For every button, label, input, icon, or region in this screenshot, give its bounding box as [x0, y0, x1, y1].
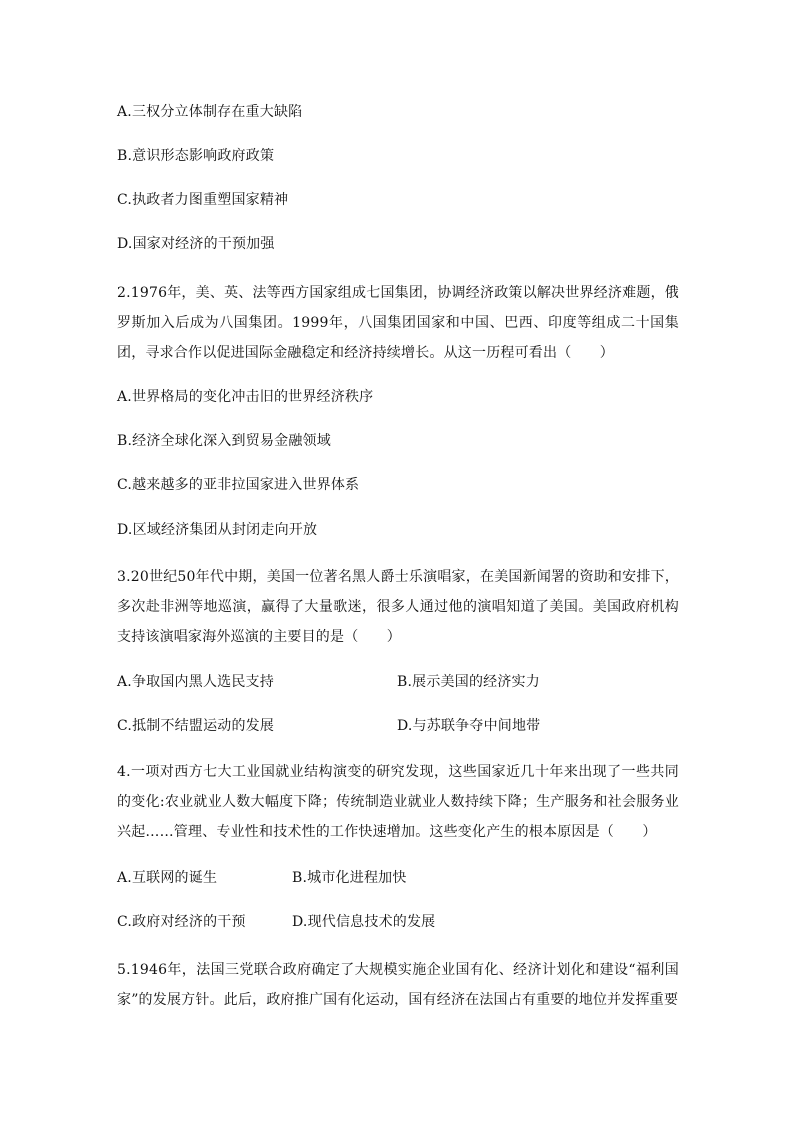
- q1-option-a: A.三权分立体制存在重大缺陷: [117, 104, 303, 120]
- q5-stem: 5.1946年，法国三党联合政府确定了大规模实施企业国有化、经济计划化和建设“福利国家”的发展方针。此后，政府推广国有化运动，国有经济在法国占有重要的地位并发挥重要: [117, 962, 679, 1008]
- q4-option-b: B.城市化进程加快: [292, 870, 407, 886]
- q1-option-b: B.意识形态影响政府政策: [117, 148, 275, 164]
- q2-stem: 2.1976年，美、英、法等西方国家组成七国集团，协调经济政策以解决世界经济难题，俄罗斯加入后成为八国集团。1999年，八国集团国家和中国、巴西、印度等组成二十国集团，寻求合作以促进国际金融稳定和经济持续增长。从这一历程可看出（ ）: [117, 285, 679, 361]
- q4-stem: 4.一项对西方七大工业国就业结构演变的研究发现，这些国家近几十年来出现了一些共同的变化:农业就业人数大幅度下降；传统制造业就业人数持续下降；生产服务和社会服务业兴起……管理、专业性和技术性的工作快速增加。这些变化产生的根本原因是（ ）: [117, 764, 679, 840]
- q3-option-d: D.与苏联争夺中间地带: [397, 718, 541, 734]
- q4-option-c: C.政府对经济的干预: [117, 914, 246, 930]
- q3-stem: 3.20世纪50年代中期，美国一位著名黑人爵士乐演唱家，在美国新闻署的资助和安排下，多次赴非洲等地巡演，赢得了大量歌迷，很多人通过他的演唱知道了美国。美国政府机构支持该演唱家海外巡演的主要目的是（ ）: [117, 569, 679, 645]
- q2-option-d: D.区域经济集团从封闭走向开放: [117, 522, 318, 538]
- q1-option-c: C.执政者力图重塑国家精神: [117, 192, 289, 208]
- q4-option-a: A.互联网的诞生: [117, 870, 218, 886]
- q2-option-a: A.世界格局的变化冲击旧的世界经济秩序: [117, 389, 374, 405]
- q2-option-c: C.越来越多的亚非拉国家进入世界体系: [117, 477, 360, 493]
- q3-option-b: B.展示美国的经济实力: [397, 674, 540, 690]
- q2-option-b: B.经济全球化深入到贸易金融领域: [117, 433, 331, 449]
- q1-option-d: D.国家对经济的干预加强: [117, 236, 275, 252]
- q3-option-a: A.争取国内黑人选民支持: [117, 674, 274, 690]
- q3-option-c: C.抵制不结盟运动的发展: [117, 718, 275, 734]
- q4-option-d: D.现代信息技术的发展: [292, 914, 436, 930]
